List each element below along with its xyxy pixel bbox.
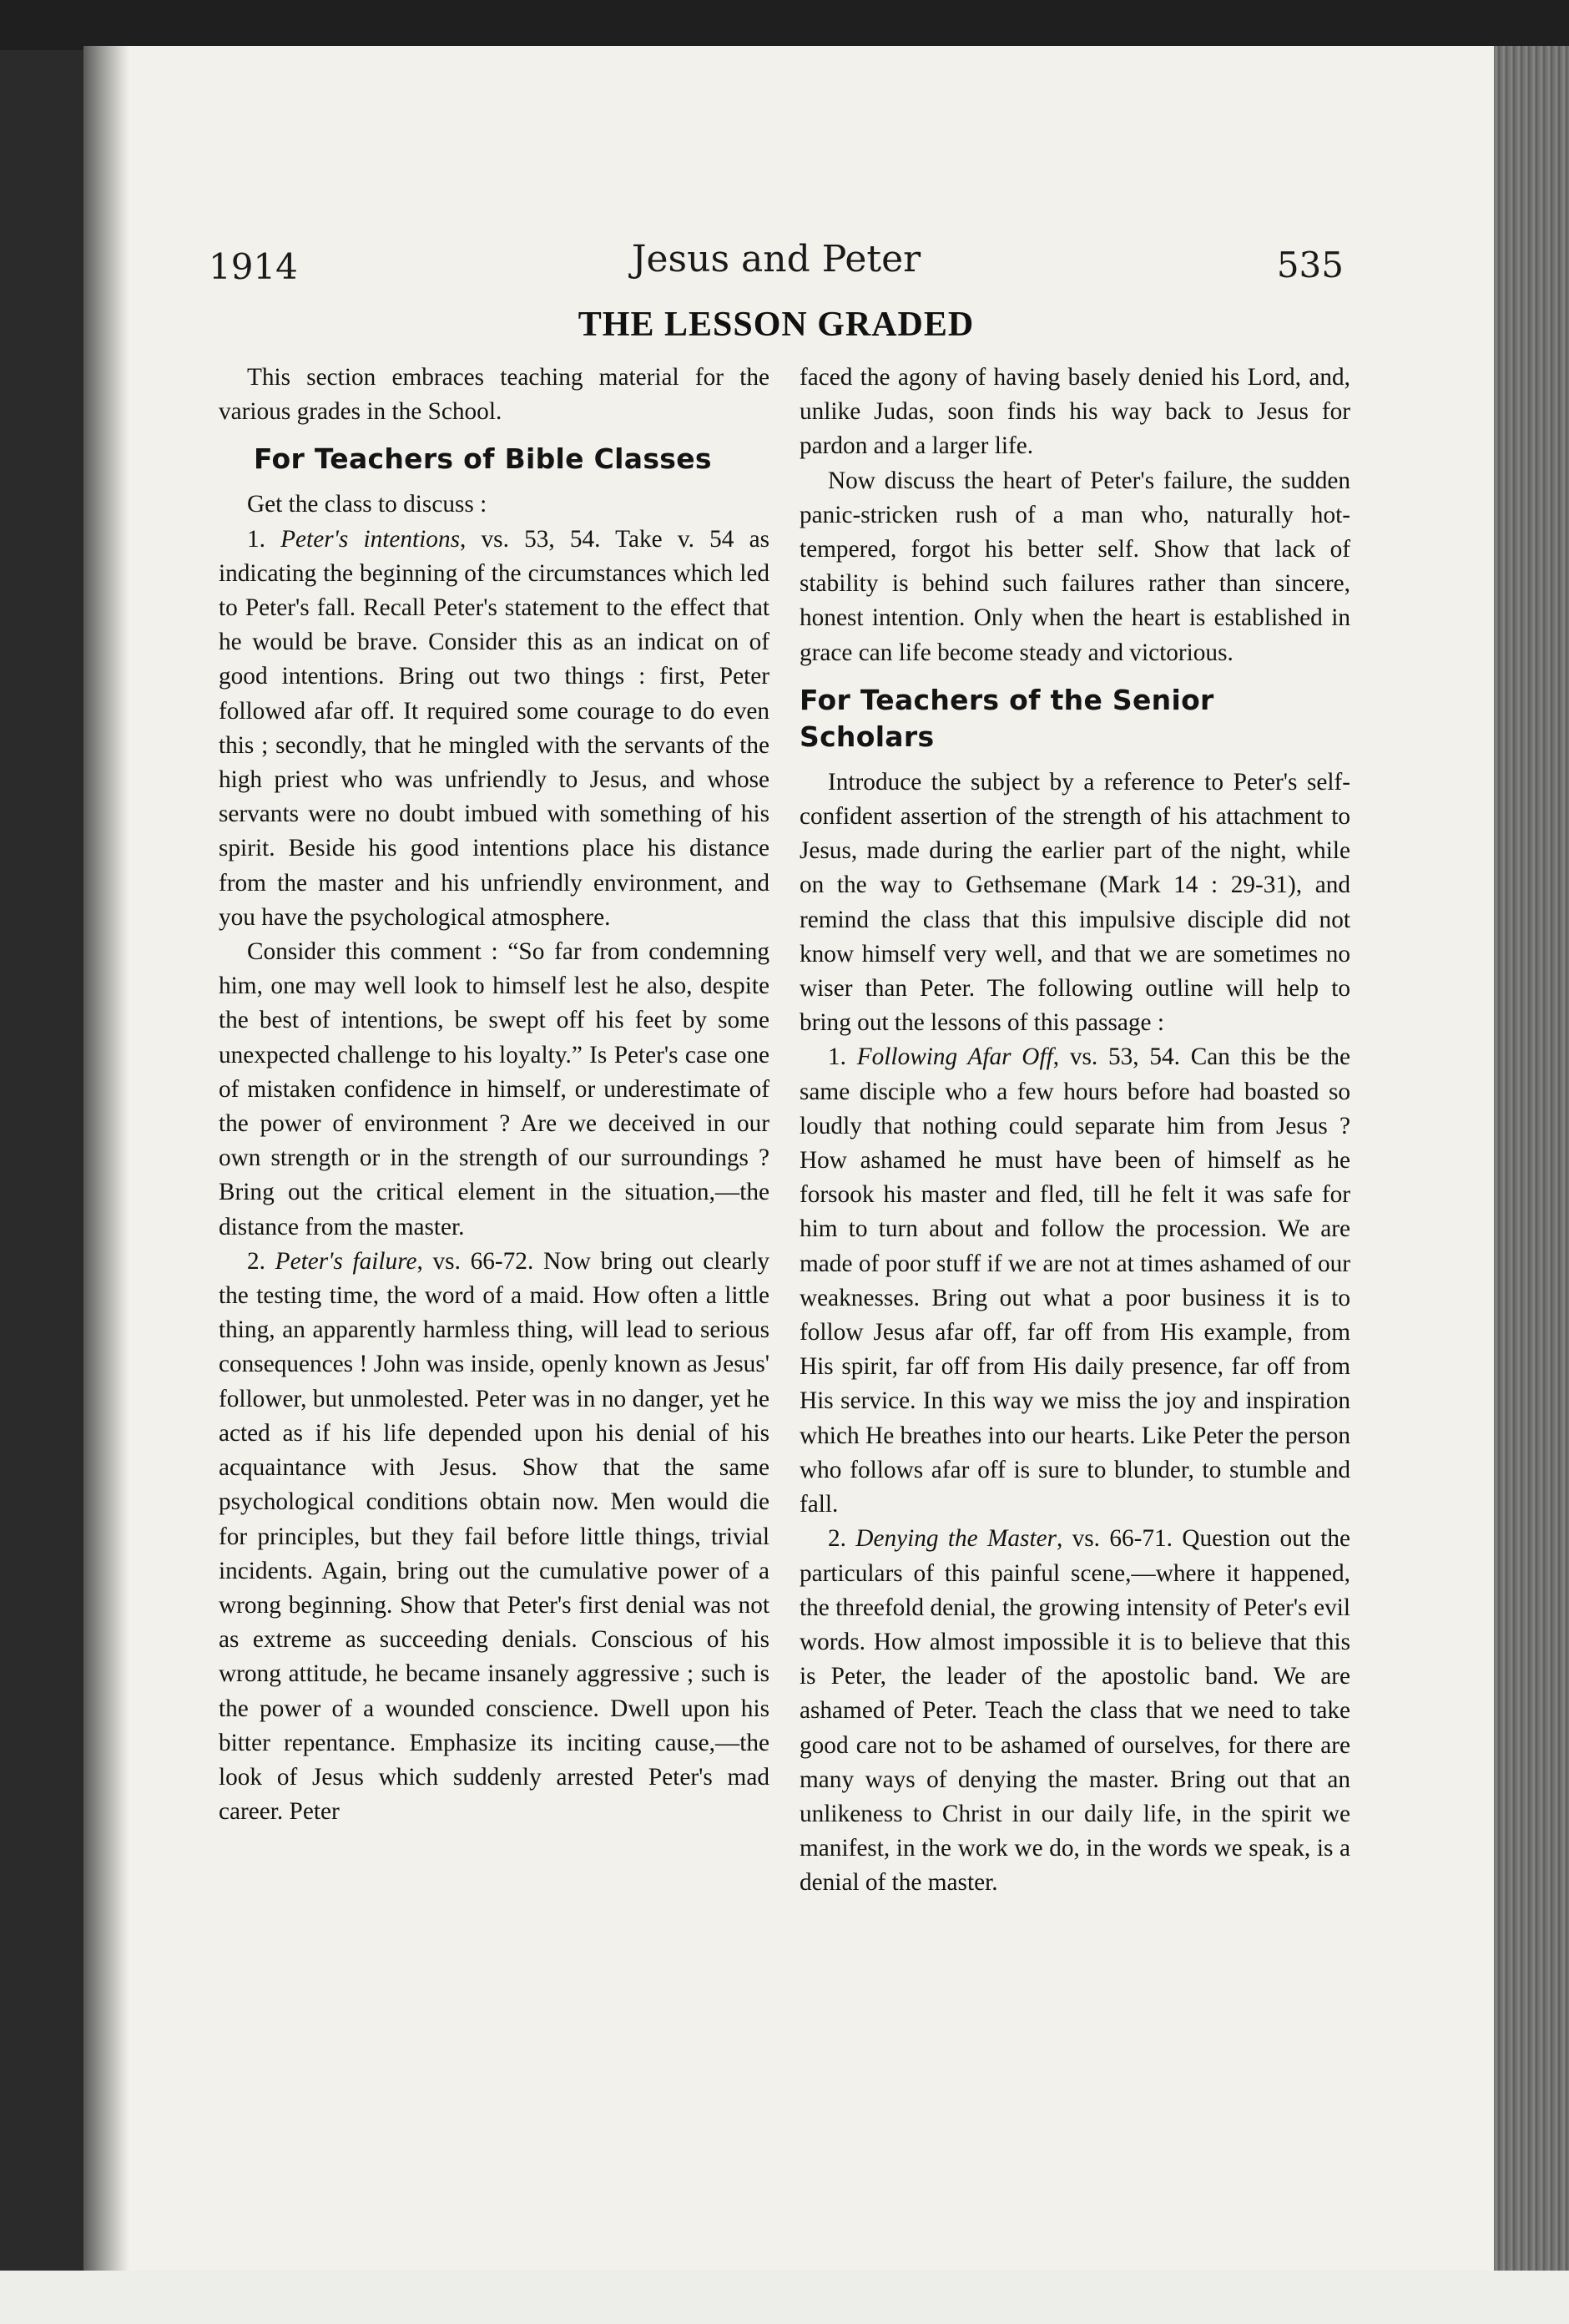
header-year: 1914: [209, 246, 298, 287]
scan-background-top: [0, 0, 1569, 50]
item-number: 1.: [828, 1043, 857, 1071]
item-text: , vs. 66-72. Now bring out clearly the testing time, the word of a maid. How often a little thing, an apparently harmless thing, will lead to serious consequences ! John was inside, openly known as Jesus' follower, but unmolested. Peter was in no danger, yet he acted as if his life depended upon his denial of his acquaintance with Jesus. Show that the same psychological conditions obtain now. Men would die for principles, but they fail before little things, trivial incidents. Again, bring out the cumulative power of a wrong beginning. Show that Peter's first denial was not as extreme as succeeding denials. Conscious of his wrong attitude, he became insanely aggressive ; such is the power of a wounded conscience. Dwell upon his bitter repentance. Emphasize its inciting cause,—the look of Jesus which suddenly arrested Peter's mad career. Peter: [219, 1247, 769, 1826]
item-title: Following Afar Off: [856, 1043, 1053, 1071]
item-title: Peter's failure: [275, 1247, 417, 1275]
paragraph-comment: Consider this comment : “So far from condemning him, one may well look to himself lest he also, despite the best of intentions, be swept off his feet by some unexpected challenge to his loyalty.” Is Peter's case one of mistaken confidence in himself, or underestimate of the power of environment ? Are we deceived in our own strength or in the strength of our surroundings ? Bring out the critical element in the situation,—the distance from the master.: [219, 938, 769, 1240]
item-number: 2.: [828, 1525, 856, 1553]
heading-bible-classes: For Teachers of Bible Classes: [254, 442, 712, 476]
item-number: 2.: [247, 1247, 275, 1275]
right-column: [800, 361, 1350, 1901]
paragraph-heart-of-failure: Now discuss the heart of Peter's failure, the sudden panic-stricken rush of a man who, naturally hot-tempered, forgot his better self. Show that lack of stability is behind such failures rather than sincere, honest intention. Only when the heart is established in grace can life become steady and victorious.: [800, 467, 1350, 666]
item-text: , vs. 53, 54. Take v. 54 as indicating the beginning of the circumstances which led to Peter's fall. Recall Peter's statement to the effect that he would be brave. Consider this as an indicat on of good intentions. Bring out two things : first, Peter followed afar off. It required some courage to do even this ; secondly, that he mingled with the servants of the high priest who was unfriendly to Jesus, and whose servants were no doubt imbued with something of his spirit. Beside his good intentions place his distance from the master and his unfriendly environment, and you have the psychological atmosphere.: [219, 525, 769, 931]
heading-senior-scholars: For Teachers of the Senior Scholars: [800, 683, 1214, 753]
intro-paragraph: This section embraces teaching material for the various grades in the School.: [219, 364, 769, 426]
paragraph-following-afar-off: [800, 1040, 1350, 1522]
item-title: Peter's intentions: [280, 525, 461, 553]
page-gutter-shadow: [83, 46, 129, 2271]
item-title: Denying the Master: [855, 1525, 1057, 1553]
item-text: , vs. 66-71. Question out the particulars of this painful scene,—where it happened, the threefold denial, the growing intensity of Peter's evil words. How almost impossible it is to believe that this is Peter, the leader of the apostolic band. We are ashamed of Peter. Teach the class that we need to take good care not to be ashamed of ourselves, for there are many ways of denying the master. Bring out that an unlikeness to Christ in our daily life, in the spirit we manifest, in the work we do, in the words we speak, is a denial of the master.: [800, 1525, 1350, 1897]
continued-paragraph: faced the agony of having basely denied his Lord, and, unlike Judas, soon finds his way back to Jesus for pardon and a larger life.: [800, 364, 1350, 460]
scan-background-bottom: [0, 2271, 1569, 2324]
item-number: 1.: [247, 525, 281, 553]
running-header: [209, 238, 1344, 288]
paragraph-denying-master: [800, 1522, 1350, 1900]
paragraph-peters-failure: [219, 1245, 769, 1829]
paragraph-introduce-subject: Introduce the subject by a reference to Peter's self-confident assertion of the strength of his attachment to Jesus, made during the earlier part of the night, while on the way to Gethsemane (Mark 14 : 29-31), and remind the class that this impulsive disciple did not know himself very well, and that we are sometimes no wiser than Peter. The following outline will help to bring out the lessons of this passage :: [800, 768, 1350, 1037]
lead-paragraph: Get the class to discuss :: [247, 491, 487, 518]
item-text: , vs. 53, 54. Can this be the same disciple who a few hours before had boasted so loudly that nothing could separate him from Jesus ? How ashamed he must have been of himself as he forsook his master and fled, till he felt it was safe for him to turn about and follow the procession. We are made of poor stuff if we are not at times ashamed of our weaknesses. Bring out what a poor business it is to follow Jesus afar off, far off from His example, from His spirit, far off from His daily presence, far off from His service. In this way we miss the joy and inspiration which He breathes into our hearts. Like Peter the person who follows afar off is sure to blunder, to stumble and fall.: [800, 1043, 1351, 1518]
section-title: THE LESSON GRADED: [578, 306, 975, 344]
page-number: 535: [1276, 245, 1344, 285]
left-column: [219, 361, 769, 1829]
page-edges: [1494, 46, 1569, 2271]
paragraph-peters-intentions: [219, 523, 769, 935]
header-title: Jesus and Peter: [631, 238, 921, 280]
